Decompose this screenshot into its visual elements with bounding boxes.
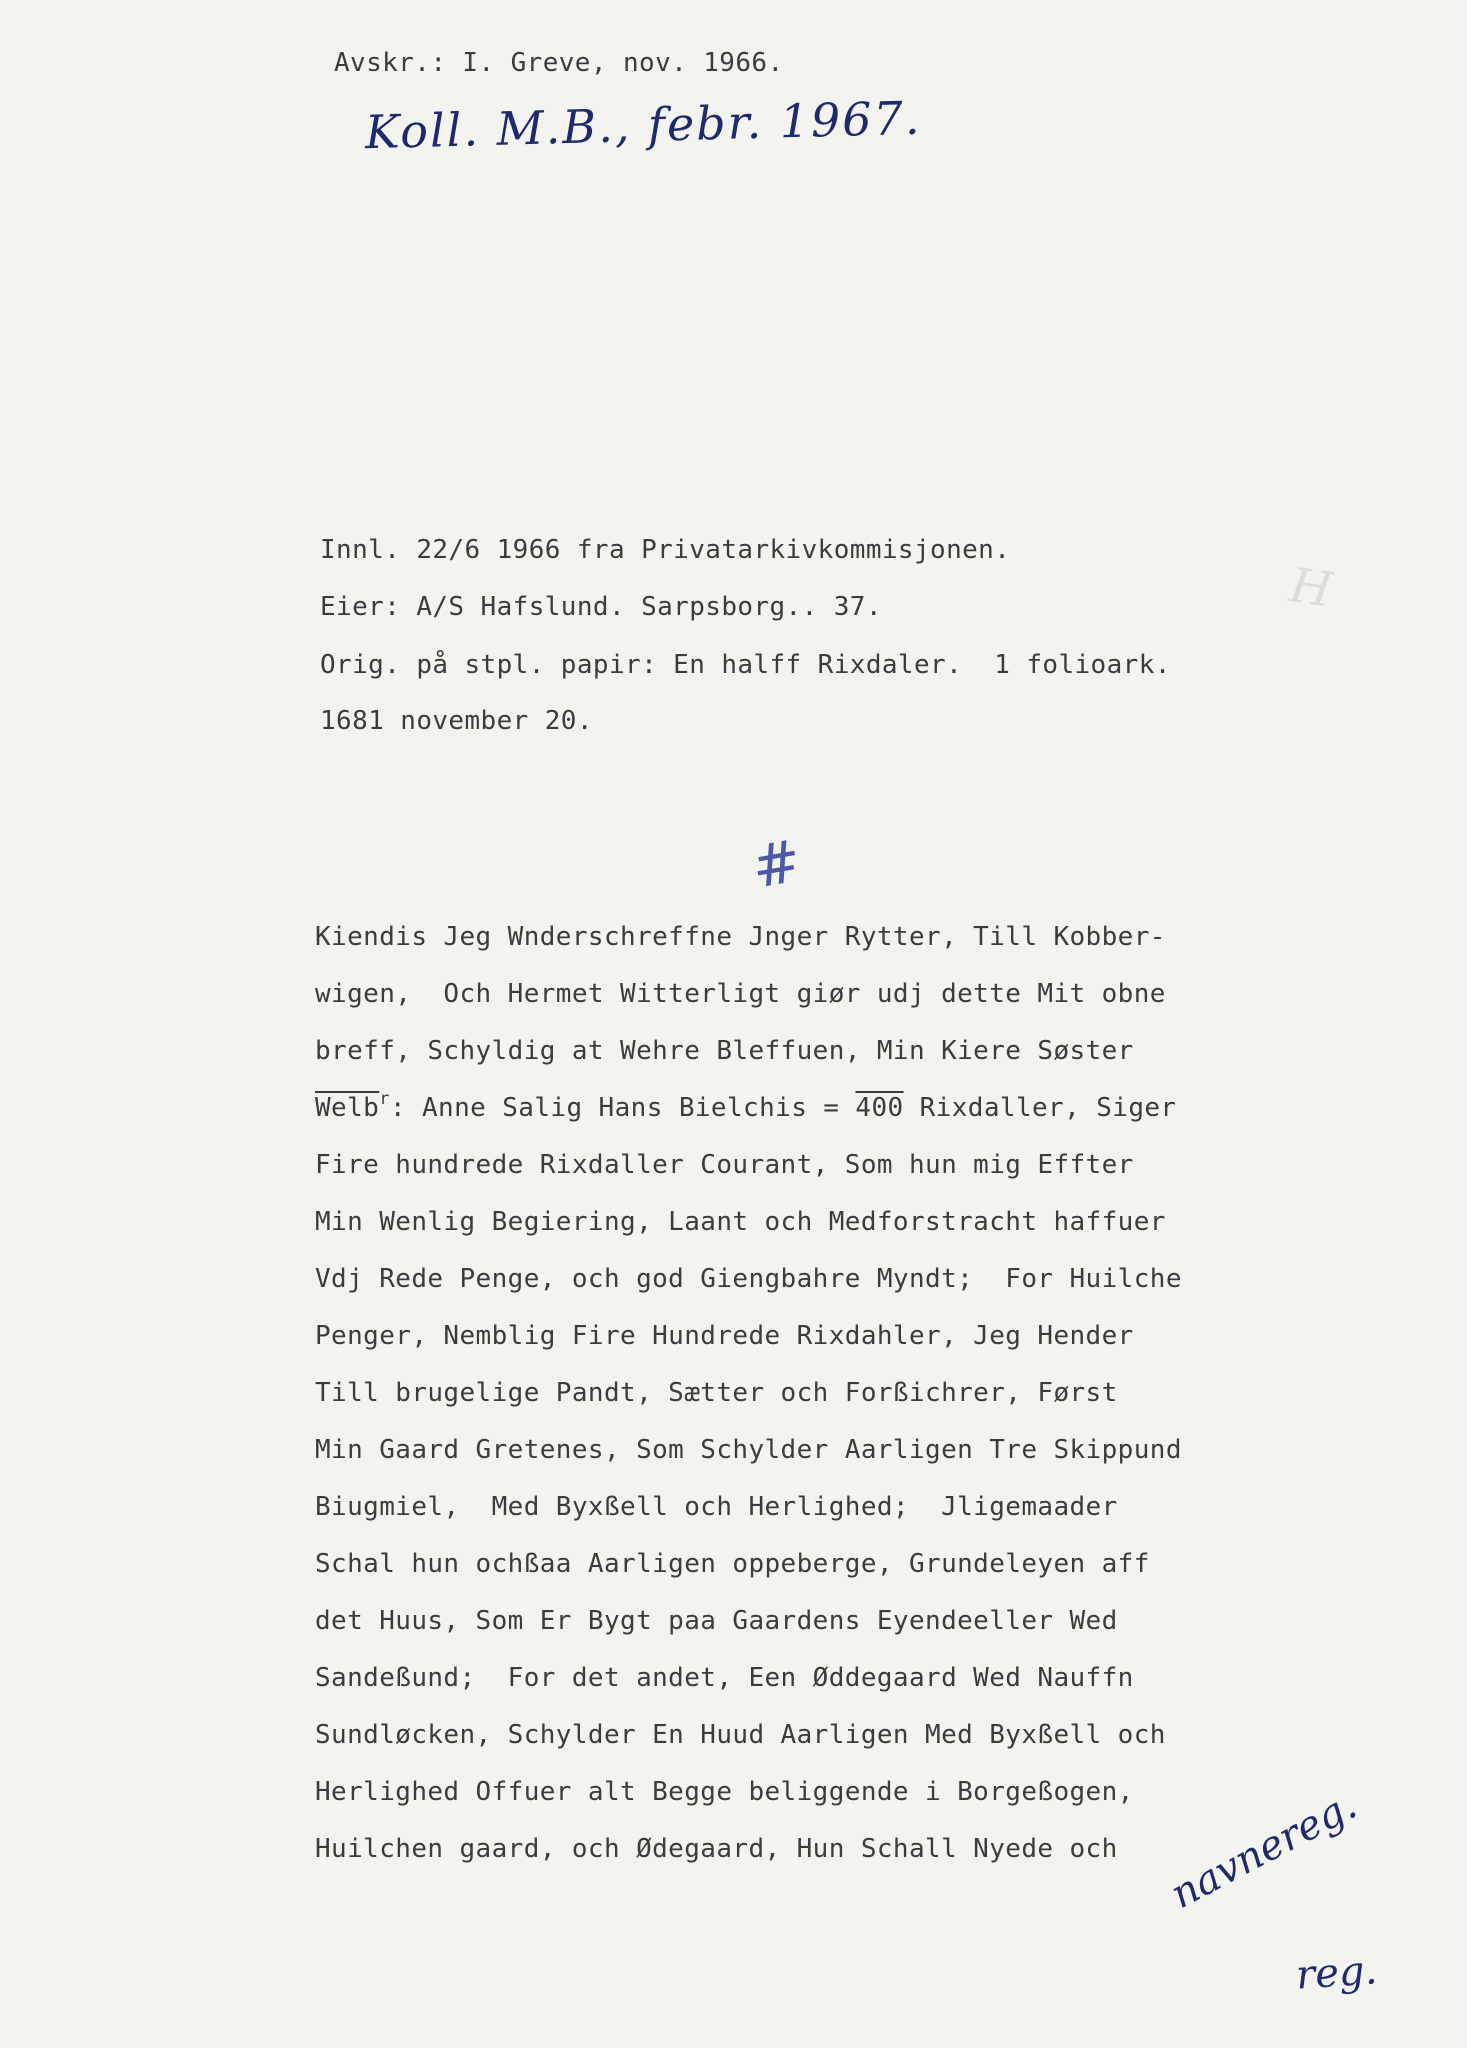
body-line: wigen, Och Hermet Witterligt giør udj dette Mit obne <box>315 979 1166 1009</box>
body-line: Huilchen gaard, och Ødegaard, Hun Schall Nyede och <box>315 1834 1118 1864</box>
metadata-date: 1681 november 20. <box>320 706 593 736</box>
abbrev-superscript: r <box>379 1089 390 1109</box>
body-line-text: Rixdaller, Siger <box>903 1093 1177 1123</box>
margin-note-navnereg: navnereg. <box>1163 1782 1365 1918</box>
metadata-owner: Eier: A/S Hafslund. Sarpsborg.. 37. <box>320 592 882 622</box>
body-line: Sandeßund; For det andet, Een Øddegaard Wed Nauffn <box>315 1663 1134 1693</box>
body-line: det Huus, Som Er Bygt paa Gaardens Eyendeeller Wed <box>315 1606 1118 1636</box>
body-line: Schal hun ochßaa Aarligen oppeberge, Grundeleyen aff <box>315 1549 1150 1579</box>
body-line: Herlighed Offuer alt Begge beliggende i Borgeßogen, <box>315 1777 1134 1807</box>
body-line-text: : Anne Salig Hans Bielchis = <box>389 1093 856 1123</box>
body-line: Fire hundrede Rixdaller Courant, Som hun mig Effter <box>315 1150 1134 1180</box>
margin-note-reg: reg. <box>1294 1947 1379 1999</box>
body-line: Sundløcken, Schylder En Huud Aarligen Med Byxßell och <box>315 1720 1166 1750</box>
body-line: Till brugelige Pandt, Sætter och Forßichrer, Først <box>315 1378 1118 1408</box>
body-line: Biugmiel, Med Byxßell och Herlighed; Jligemaader <box>315 1492 1118 1522</box>
body-line: Min Wenlig Begiering, Laant och Medforstracht haffuer <box>315 1207 1166 1237</box>
separator-mark: # <box>746 826 807 902</box>
bleed-through-mark: H <box>1286 557 1336 619</box>
body-line: Vdj Rede Penge, och god Giengbahre Myndt; For Huilche <box>315 1264 1182 1294</box>
body-line-amount <box>315 1089 1177 1123</box>
handwritten-collation-note: Koll. M.B., febr. 1967. <box>364 90 923 160</box>
metadata-original: Orig. på stpl. papir: En halff Rixdaler. 1 folioark. <box>320 650 1171 680</box>
body-line: Min Gaard Gretenes, Som Schylder Aarligen Tre Skippund <box>315 1435 1182 1465</box>
body-line: Penger, Nemblig Fire Hundrede Rixdahler, Jeg Hender <box>315 1321 1134 1351</box>
metadata-received: Innl. 22/6 1966 fra Privatarkivkommisjonen. <box>320 535 1011 565</box>
body-line: breff, Schyldig at Wehre Bleffuen, Min Kiere Søster <box>315 1036 1134 1066</box>
transcription-note: Avskr.: I. Greve, nov. 1966. <box>334 48 784 78</box>
abbrev-welb: Welb <box>315 1093 380 1123</box>
amount-value: 400 <box>855 1093 904 1123</box>
body-line: Kiendis Jeg Wnderschreffne Jnger Rytter, Till Kobber- <box>315 922 1166 952</box>
